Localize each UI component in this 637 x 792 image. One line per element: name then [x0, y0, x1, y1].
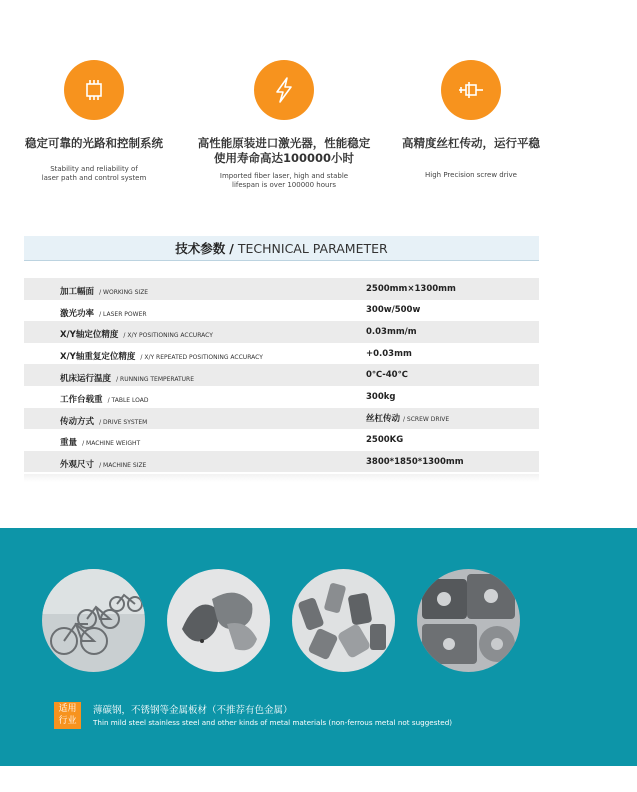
param-label: X/Y轴重复定位精度 — [60, 352, 136, 363]
feature-description: Imported fiber laser, high and stable lifespan is over 100000 hours — [219, 172, 349, 189]
table-row — [24, 343, 539, 365]
technical-parameter-header — [24, 236, 539, 261]
param-value: 300kg — [366, 391, 396, 402]
param-label: 重量 — [60, 438, 78, 449]
param-label-en: / X/Y POSITIONING ACCURACY — [123, 332, 213, 340]
industry-badge: 适用 行业 — [54, 702, 81, 729]
circuit-board-icon — [64, 60, 124, 120]
feature-description: Stability and reliability of laser path and control system — [41, 165, 147, 182]
param-value: 0℃-40℃ — [366, 370, 408, 381]
screw-drive-icon — [441, 60, 501, 120]
param-value: 丝杠传动 — [366, 414, 401, 425]
feature-imported-laser — [194, 60, 374, 190]
table-row — [24, 451, 539, 473]
param-label-en: / LASER POWER — [99, 310, 147, 318]
feature-screw-drive — [381, 60, 561, 180]
param-value: 0.03mm/m — [366, 326, 417, 337]
feature-title: 稳定可靠的光路和控制系统 — [25, 136, 163, 150]
param-label-en: / X/Y REPEATED POSITIONING ACCURACY — [140, 354, 263, 362]
param-value: 300w/500w — [366, 305, 421, 316]
param-label-en: / DRIVE SYSTEM — [99, 418, 148, 426]
sample-photo-metal-numbers — [292, 569, 395, 672]
param-value-en: / SCREW DRIVE — [402, 416, 450, 424]
table-row — [24, 408, 539, 430]
param-value: +0.03mm — [366, 348, 412, 359]
param-label-en: / WORKING SIZE — [99, 289, 149, 297]
param-label: 加工幅面 — [60, 287, 95, 298]
param-label: 传动方式 — [60, 416, 95, 427]
table-row — [24, 278, 539, 300]
param-label: 激光功率 — [60, 308, 95, 319]
param-label: 机床运行温度 — [60, 373, 112, 384]
application-band — [0, 528, 637, 766]
param-label: X/Y轴定位精度 — [60, 330, 119, 341]
param-value: 2500mm×1300mm — [366, 283, 456, 294]
param-label-en: / TABLE LOAD — [107, 397, 149, 405]
param-label-en: / RUNNING TEMPERATURE — [116, 375, 195, 383]
tech-title-cn: 技术参数 — [175, 241, 226, 256]
feature-title: 高精度丝杠传动，运行平稳 — [402, 136, 540, 150]
industry-text-cn: 薄碳钢，不锈钢等金属板材（不推荐有色金属） — [93, 705, 293, 716]
param-value: 2500KG — [366, 434, 404, 445]
param-value: 3800*1850*1300mm — [366, 456, 464, 467]
sample-photo-cut-letters — [167, 569, 270, 672]
parameter-table — [24, 278, 539, 472]
lightning-bolt-icon — [254, 60, 314, 120]
industry-text-en: Thin mild steel stainless steel and other kinds of metal materials (non-ferrous metal not suggested) — [93, 718, 453, 727]
table-row — [24, 429, 539, 451]
table-row — [24, 321, 539, 343]
param-label-en: / MACHINE WEIGHT — [82, 440, 141, 448]
tech-title-separator: / — [229, 240, 234, 256]
sample-photo-metal-parts — [417, 569, 520, 672]
table-bottom-fade — [24, 474, 539, 482]
tech-title-en: TECHNICAL PARAMETER — [237, 240, 388, 256]
param-label-en: / MACHINE SIZE — [99, 462, 147, 470]
table-row — [24, 364, 539, 386]
feature-title: 高性能原装进口激光器，性能稳定 使用寿命高达100000小时 — [197, 136, 371, 165]
sample-photo-bicycles — [42, 569, 145, 672]
param-label: 外观尺寸 — [60, 460, 95, 471]
feature-optical-control — [4, 60, 184, 183]
feature-description: High Precision screw drive — [425, 171, 517, 179]
table-row — [24, 386, 539, 408]
param-label: 工作台载重 — [60, 395, 103, 406]
table-row — [24, 300, 539, 322]
